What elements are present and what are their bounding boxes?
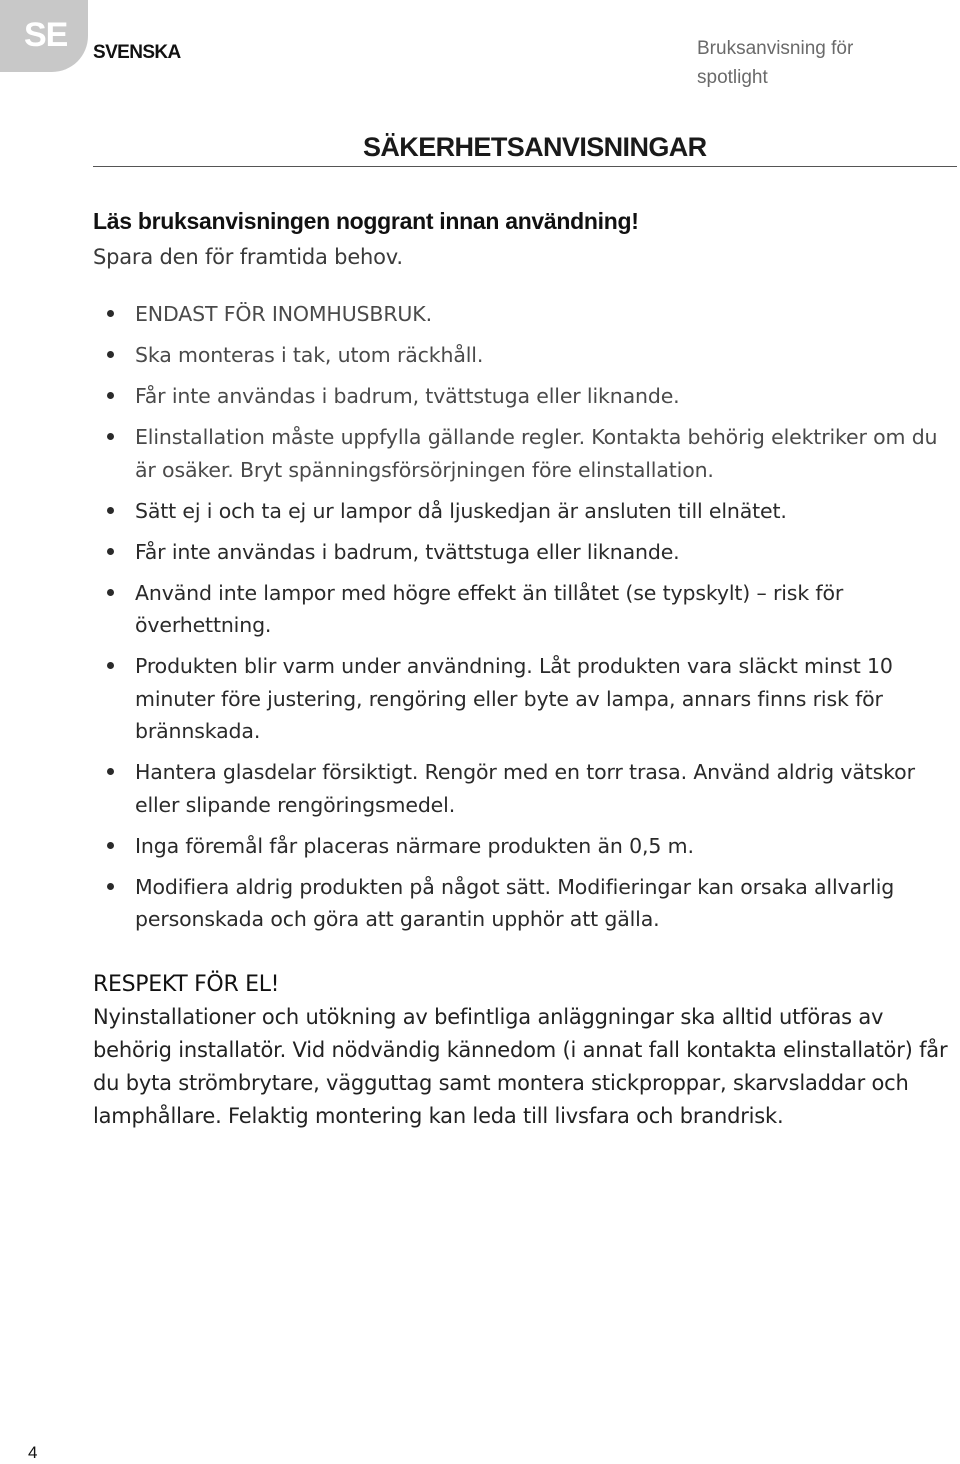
bullet-icon: [107, 392, 114, 399]
list-item-text: Modifiera aldrig produkten på något sätt. Modifieringar kan orsaka allvarlig personskada och göra att garantin upphör att gälla.: [135, 874, 895, 931]
list-item-text: Hantera glasdelar försiktigt. Rengör med en torr trasa. Använd aldrig vätskor eller slipande rengöringsmedel.: [135, 760, 915, 817]
list-item-text: Produkten blir varm under användning. Låt produkten vara släckt minst 10 minuter före justering, rengöring eller byte av lampa, annars finns risk för brännskada.: [135, 654, 893, 743]
list-item-text: Ska monteras i tak, utom räckhåll.: [135, 343, 484, 367]
bullet-icon: [107, 507, 114, 514]
section-heading: SÄKERHETSANVISNINGAR: [363, 132, 707, 162]
list-item-text: Inga föremål får placeras närmare produkten än 0,5 m.: [135, 833, 694, 858]
electrical-respect-block: [93, 968, 953, 1133]
list-item-text: Elinstallation måste uppfylla gällande regler. Kontakta behörig elektriker om du är osäker. Bryt spänningsförsörjningen före elinstallation.: [135, 425, 938, 482]
safety-list: [107, 298, 960, 944]
bullet-icon: [107, 768, 114, 775]
list-item-text: Sätt ej i och ta ej ur lampor då ljuskedjan är ansluten till elnätet.: [135, 498, 787, 523]
intro-block: [93, 203, 953, 275]
bullet-icon: [107, 351, 114, 358]
list-item-text: Använd inte lampor med högre effekt än tillåtet (se typskylt) – risk för överhettning.: [135, 580, 844, 637]
list-item-text: Får inte användas i badrum, tvättstuga eller liknande.: [135, 539, 680, 564]
bullet-icon: [107, 662, 114, 669]
list-item: [107, 536, 960, 569]
document-title: Bruksanvisning för spotlight: [697, 38, 854, 88]
respekt-paragraph: Nyinstallationer och utökning av befintliga anläggningar ska alltid utföras av behörig installatör. Vid nödvändig kännedom (i annat fall kontakta elinstallatör) får du byta strömbrytare, vägguttag samt montera stickproppar, skarvsladdar och lamphållare. Felaktig montering kan leda till livsfara och brandrisk.: [93, 1005, 948, 1128]
bullet-icon: [107, 548, 114, 555]
list-item: [107, 871, 960, 936]
list-item: [107, 756, 960, 821]
list-item: [107, 421, 960, 486]
list-item: [107, 830, 960, 863]
bullet-icon: [107, 589, 114, 596]
intro-note: Spara den för framtida behov.: [93, 245, 403, 269]
bullet-icon: [107, 433, 114, 440]
list-item: [107, 577, 960, 642]
list-item: [107, 339, 960, 372]
bullet-icon: [107, 310, 114, 317]
list-item: [107, 380, 960, 413]
language-tab: [0, 0, 88, 72]
list-item: [107, 298, 960, 331]
page-number: 4: [28, 1443, 38, 1462]
intro-warning: Läs bruksanvisningen noggrant innan användning!: [93, 208, 639, 234]
bullet-icon: [107, 883, 114, 890]
language-code: SE: [24, 16, 68, 54]
respekt-heading: RESPEKT FÖR EL!: [93, 972, 280, 997]
language-label: SVENSKA: [93, 42, 181, 63]
heading-divider: [93, 166, 957, 167]
list-item: [107, 495, 960, 528]
list-item: [107, 650, 960, 748]
list-item-text: Får inte användas i badrum, tvättstuga eller liknande.: [135, 384, 680, 408]
list-item-text: ENDAST FÖR INOMHUSBRUK.: [135, 302, 432, 326]
bullet-icon: [107, 842, 114, 849]
